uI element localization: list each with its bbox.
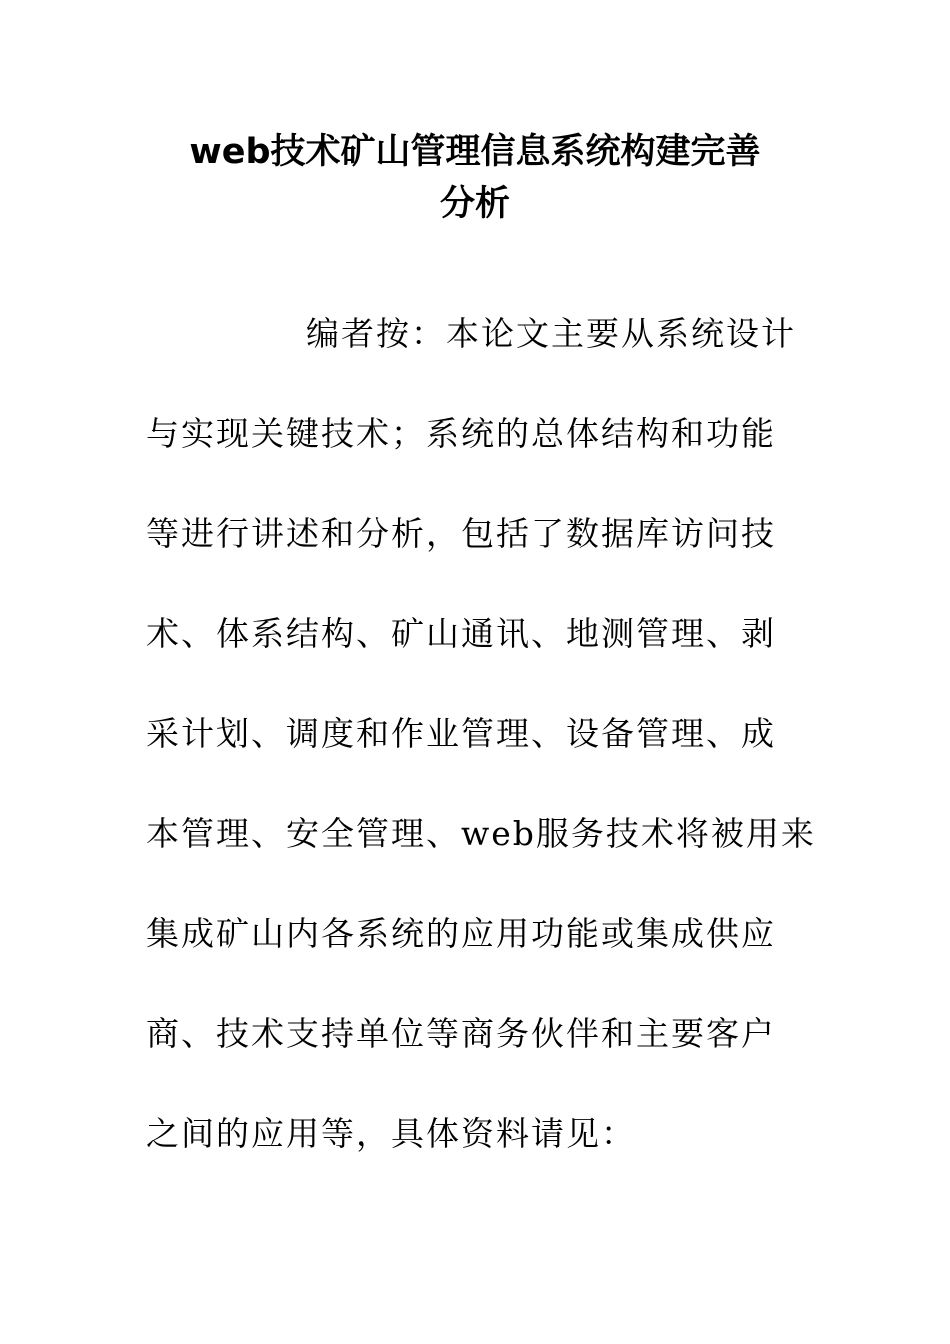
paragraph-line: 采计划、调度和作业管理、设备管理、成 [146,714,776,753]
paragraph-line: 本管理、安全管理、web服务技术将被用来 [146,814,816,853]
paragraph-line: 之间的应用等，具体资料请见： [146,1114,636,1153]
paragraph-line: 等进行讲述和分析，包括了数据库访问技 [146,514,776,553]
editor-note-paragraph [146,308,816,1208]
title-line-2: 分析 [439,184,510,224]
paragraph-line: 集成矿山内各系统的应用功能或集成供应 [146,914,776,953]
paragraph-line: 编者按：本论文主要从系统设计 [306,314,796,353]
paragraph-line: 术、体系结构、矿山通讯、地测管理、剥 [146,614,776,653]
paragraph-line: 与实现关键技术；系统的总体结构和功能 [146,414,776,453]
paragraph-line: 商、技术支持单位等商务伙伴和主要客户 [146,1014,776,1053]
document-title [140,126,810,230]
title-line-1: web技术矿山管理信息系统构建完善 [189,132,761,172]
